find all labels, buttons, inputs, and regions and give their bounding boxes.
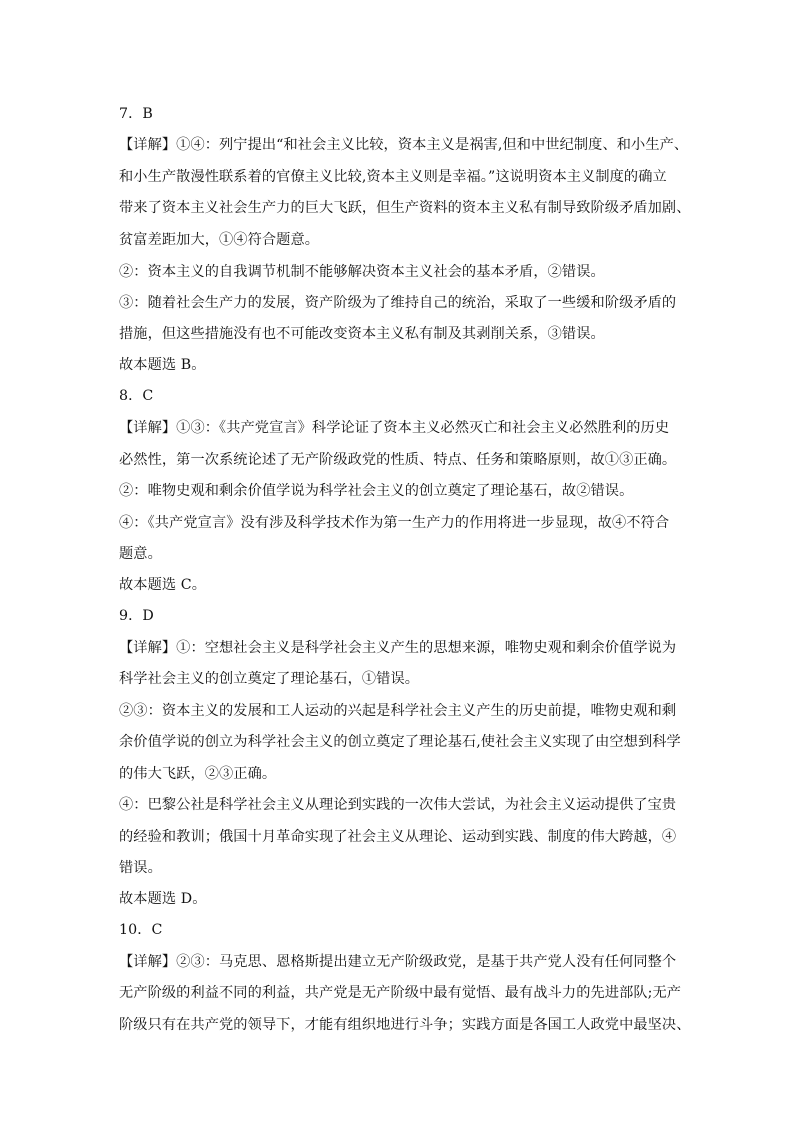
answer-8-detail-line: ④：《共产党宣言》没有涉及科学技术作为第一生产力的作用将进一步显现，故④不符合: [119, 515, 670, 531]
answer-7-detail-line: 措施，但这些措施没有也不可能改变资本主义私有制及其剥削关系，③错误。: [119, 326, 605, 342]
answer-8-detail-line: 题意。: [119, 546, 162, 562]
answer-9-detail-line: 科学社会主义的创立奠定了理论基石，①错误。: [119, 671, 420, 687]
answer-10-detail-line: 【详解】②③：马克思、恩格斯提出建立无产阶级政党，是基于共产党人没有任何同整个: [119, 954, 677, 970]
answer-8-heading: 8．C: [119, 388, 154, 404]
answer-8-detail-line: 必然性，第一次系统论述了无产阶级政党的性质、特点、任务和策略原则，故①③正确。: [119, 452, 677, 468]
answer-7-detail-line: 【详解】①④：列宁提出“和社会主义比较，资本主义是祸害,但和中世纪制度、和小生产、: [119, 137, 689, 153]
answer-9-detail-line: 的伟大飞跃，②③正确。: [119, 766, 277, 782]
answer-9-detail-line: 的经验和教训；俄国十月革命实现了社会主义从理论、运动到实践、制度的伟大跨越，④: [119, 829, 677, 845]
answer-7-conclusion: 故本题选 B。: [119, 357, 206, 373]
answer-8-detail-line: 【详解】①③：《共产党宣言》科学论证了资本主义必然灭亡和社会主义必然胜利的历史: [119, 420, 670, 436]
answer-10-detail-line: 无产阶级的利益不同的利益，共产党是无产阶级中最有觉悟、最有战斗力的先进部队;无产: [119, 985, 682, 1001]
answer-7-detail-line: 带来了资本主义社会生产力的巨大飞跃，但生产资料的资本主义私有制导致阶级矛盾加剧、: [119, 200, 691, 216]
answer-8-detail-line: ②：唯物史观和剩余价值学说为科学社会主义的创立奠定了理论基石，故②错误。: [119, 483, 634, 499]
answer-7-detail-line: 和小生产散漫性联系着的官僚主义比较,资本主义则是幸福。”这说明资本主义制度的确立: [119, 169, 667, 185]
answer-9-heading: 9．D: [119, 608, 154, 624]
answer-9-detail-line: ④：巴黎公社是科学社会主义从理论到实践的一次伟大尝试，为社会主义运动提供了宝贵: [119, 797, 677, 813]
answer-10-detail-line: 阶级只有在共产党的领导下，才能有组织地进行斗争；实践方面是各国工人政党中最坚决、: [119, 1017, 691, 1033]
answer-9-detail-line: 余价值学说的创立为科学社会主义的创立奠定了理论基石,使社会主义实现了由空想到科学: [119, 734, 681, 750]
answer-9-conclusion: 故本题选 D。: [119, 891, 207, 907]
answer-9-detail-line: ②③：资本主义的发展和工人运动的兴起是科学社会主义产生的历史前提，唯物史观和剩: [119, 703, 677, 719]
answer-9-detail-line: 错误。: [119, 860, 162, 876]
answer-8-conclusion: 故本题选 C。: [119, 577, 207, 593]
answer-7-detail-line: ③：随着社会生产力的发展，资产阶级为了维持自己的统治，采取了一些缓和阶级矛盾的: [119, 295, 677, 311]
answer-10-heading: 10．C: [119, 922, 163, 938]
answer-9-detail-line: 【详解】①：空想社会主义是科学社会主义产生的思想来源，唯物史观和剩余价值学说为: [119, 640, 677, 656]
answer-7-heading: 7．B: [119, 106, 153, 122]
answer-7-detail-line: 贫富差距加大，①④符合题意。: [119, 232, 320, 248]
answer-7-detail-line: ②：资本主义的自我调节机制不能够解决资本主义社会的基本矛盾，②错误。: [119, 264, 605, 280]
